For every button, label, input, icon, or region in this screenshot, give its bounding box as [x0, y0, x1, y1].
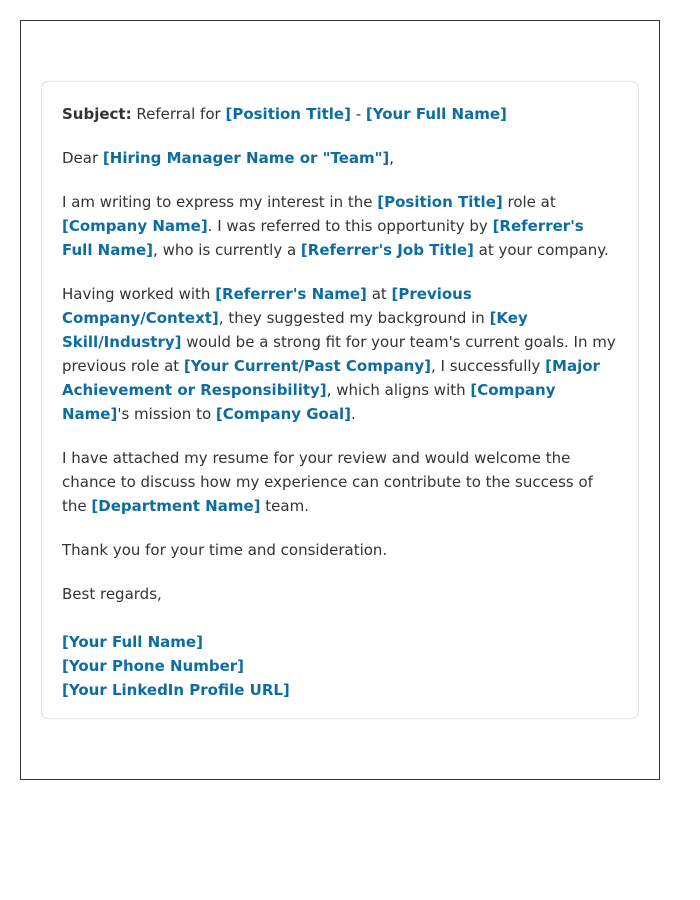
placeholder-company-name: [Company Name] — [62, 217, 208, 235]
paragraph-text: . — [350, 405, 356, 423]
email-paragraph-intro — [62, 190, 618, 262]
paragraph-text: role at — [502, 193, 556, 211]
paragraph-text: I have attached my resume for your review and would welcome the chance to discuss how my experience can contribute to the success of the — [62, 449, 593, 515]
email-template-card — [41, 81, 639, 719]
placeholder-referrer-name: [Referrer's Name] — [215, 285, 367, 303]
placeholder-position-title: [Position Title] — [225, 105, 351, 123]
greeting-suffix: , — [389, 149, 395, 167]
placeholder-hiring-manager: [Hiring Manager Name or "Team"] — [102, 149, 390, 167]
paragraph-text: , which aligns with — [326, 381, 471, 399]
paragraph-text: team. — [260, 497, 309, 515]
document-frame — [20, 20, 660, 780]
placeholder-key-skill: [Key Skill/Industry] — [62, 309, 528, 351]
email-closing: Best regards, — [62, 585, 162, 603]
placeholder-referrer-full-name: [Referrer's Full Name] — [62, 217, 584, 259]
email-paragraph-background — [62, 282, 618, 426]
paragraph-text: Having worked with — [62, 285, 216, 303]
paragraph-text: 's mission to — [117, 405, 216, 423]
email-paragraph-resume — [62, 446, 618, 518]
subject-separator: - — [350, 105, 366, 123]
signature-name: [Your Full Name] — [62, 633, 203, 651]
email-greeting — [62, 146, 618, 170]
placeholder-department-name: [Department Name] — [91, 497, 261, 515]
placeholder-achievement: [Major Achievement or Responsibility] — [62, 357, 600, 399]
subject-text: Referral for — [131, 105, 226, 123]
paragraph-text: , I successfully — [431, 357, 546, 375]
paragraph-text: would be a strong fit for your team's current goals. In my previous role at — [62, 333, 616, 375]
signature-linkedin: [Your LinkedIn Profile URL] — [62, 681, 290, 699]
placeholder-position-title: [Position Title] — [377, 193, 503, 211]
email-signature — [62, 630, 618, 702]
paragraph-text: , they suggested my background in — [218, 309, 490, 327]
signature-phone: [Your Phone Number] — [62, 657, 245, 675]
email-subject-line — [62, 102, 618, 126]
greeting-prefix: Dear — [62, 149, 103, 167]
placeholder-current-company: [Your Current/Past Company] — [183, 357, 431, 375]
placeholder-company-goal: [Company Goal] — [215, 405, 351, 423]
paragraph-text: I am writing to express my interest in the — [62, 193, 378, 211]
placeholder-previous-company: [Previous Company/Context] — [62, 285, 472, 327]
paragraph-text: , who is currently a — [153, 241, 301, 259]
subject-label: Subject: — [62, 105, 132, 123]
placeholder-company-name: [Company Name] — [62, 381, 556, 423]
paragraph-text: at — [366, 285, 392, 303]
paragraph-text: . I was referred to this opportunity by — [207, 217, 493, 235]
placeholder-full-name: [Your Full Name] — [365, 105, 507, 123]
placeholder-referrer-job-title: [Referrer's Job Title] — [300, 241, 474, 259]
email-thanks: Thank you for your time and consideration. — [62, 541, 388, 559]
paragraph-text: at your company. — [473, 241, 609, 259]
